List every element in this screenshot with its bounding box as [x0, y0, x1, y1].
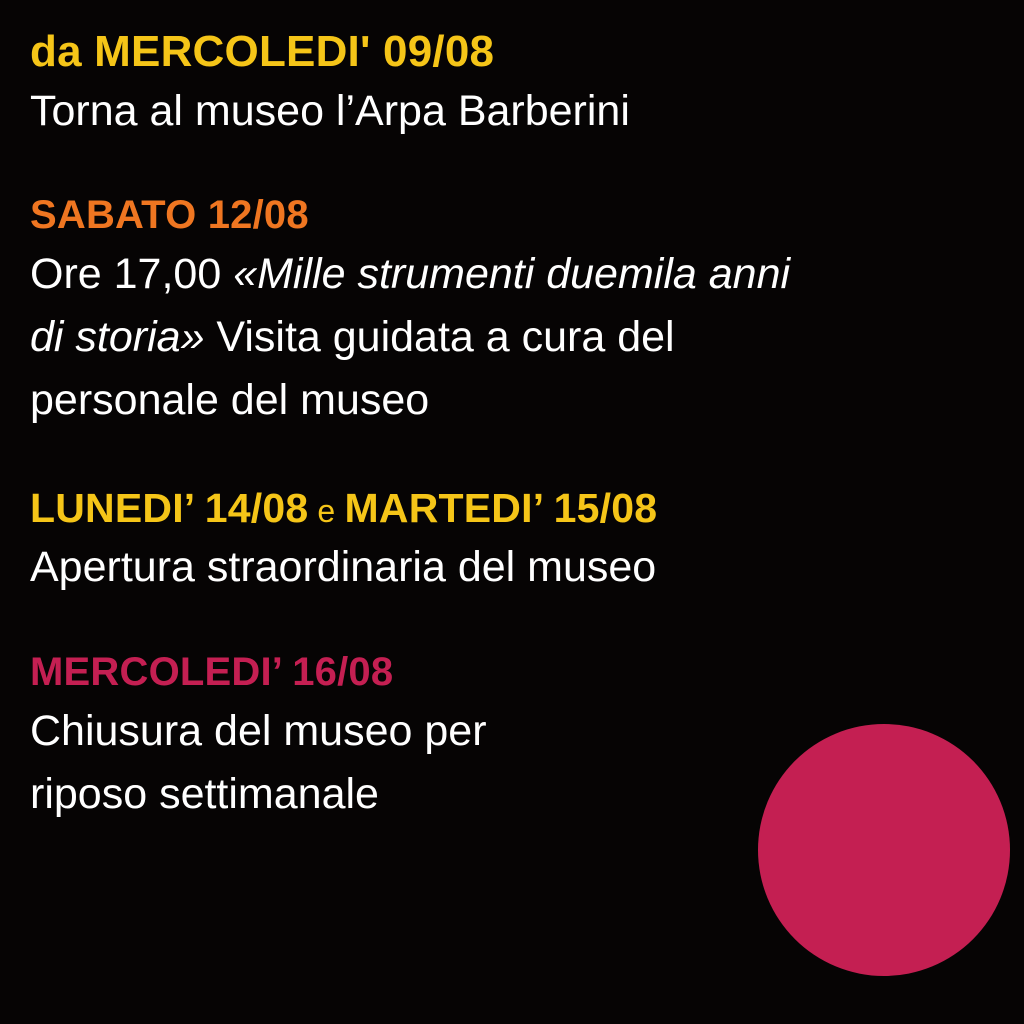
announcement-block-monday-tuesday-1408-1508	[30, 486, 994, 593]
block-body-line-2: riposo settimanale	[30, 769, 379, 818]
title-quote-part-2: di storia»	[30, 313, 205, 362]
announcement-block-wednesday-0908	[30, 28, 994, 136]
title-quote-part-1: «Mille strumenti duemila anni	[233, 250, 791, 299]
block-body-line-1: Chiusura del museo per	[30, 706, 487, 755]
block-body-line-3: personale del museo	[30, 375, 430, 424]
announcement-block-wednesday-1608	[30, 651, 994, 820]
time-text: Ore 17,00	[30, 250, 234, 299]
block-body-line-1	[30, 249, 994, 300]
block-heading-date: MERCOLEDI’ 16/08	[30, 649, 394, 694]
block-body-line: Apertura straordinaria del museo	[30, 542, 657, 591]
block-heading-date: da MERCOLEDI' 09/08	[30, 27, 495, 76]
announcement-block-saturday-1208	[30, 194, 994, 425]
date-part-tuesday: MARTEDI’ 15/08	[344, 484, 658, 531]
block-body-line: Torna al museo l’Arpa Barberini	[30, 86, 630, 135]
guided-tour-text-1: Visita guidata a cura del	[204, 313, 675, 362]
date-part-monday: LUNEDI’ 14/08	[30, 484, 309, 531]
block-body-line-2	[30, 312, 994, 363]
block-heading-date: SABATO 12/08	[30, 193, 309, 238]
block-heading-date	[30, 486, 994, 530]
conjunction-text: e	[308, 492, 345, 529]
